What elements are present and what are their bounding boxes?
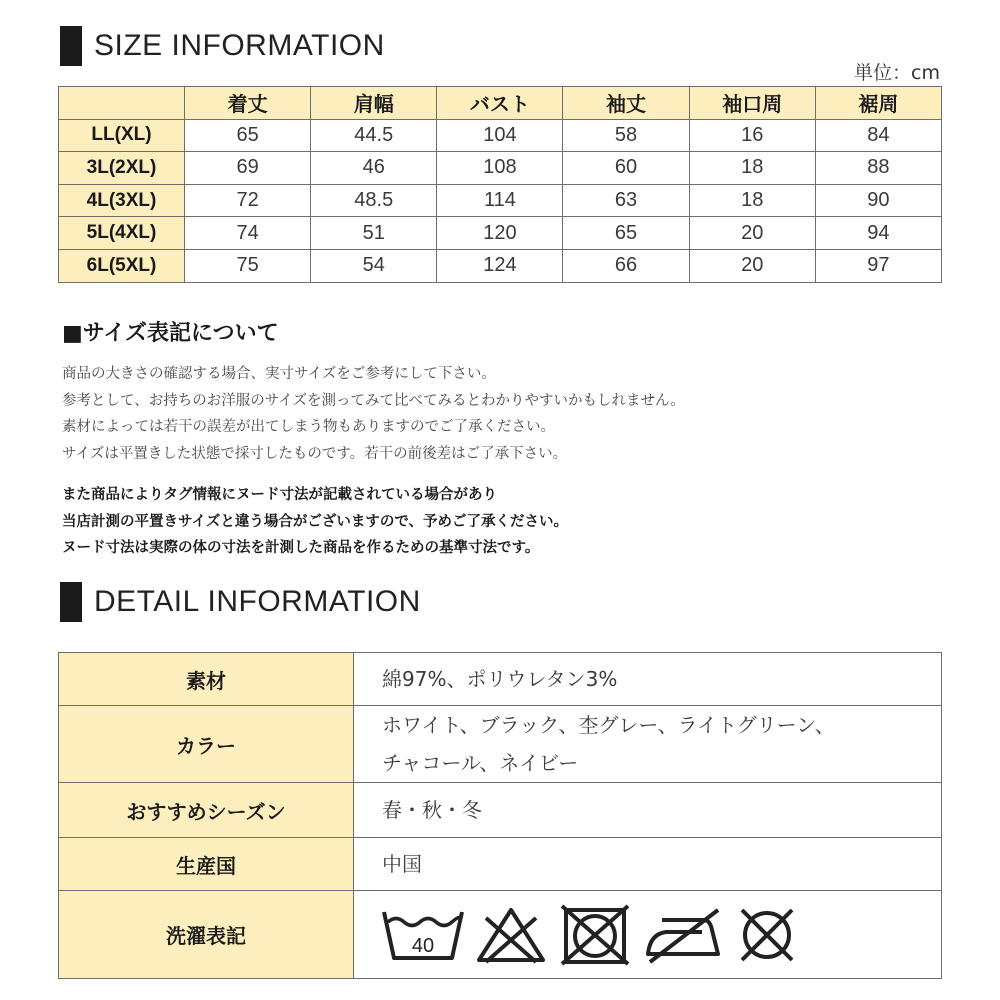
size-notes [62, 361, 685, 467]
column-header: バスト [437, 87, 563, 120]
table-cell: 88 [815, 152, 941, 185]
table-cell: 65 [185, 119, 311, 152]
note-bold-line: また商品によりタグ情報にヌード寸法が記載されている場合があり [62, 487, 497, 503]
title-bar [60, 26, 82, 66]
note-line: サイズは平置きした状態で採寸したものです。若干の前後差はご了承下さい。 [62, 445, 568, 462]
column-header: 裾周 [815, 87, 941, 120]
table-cell: 44.5 [311, 119, 437, 152]
table-cell: 48.5 [311, 184, 437, 217]
note-line: 商品の大きさの確認する場合、実寸サイズをご参考にして下さい。 [62, 366, 496, 382]
size-table-header-row [59, 87, 942, 120]
table-cell: 75 [185, 249, 311, 282]
table-row [59, 249, 942, 282]
size-label: 6L(5XL) [59, 249, 185, 282]
table-cell: 72 [185, 184, 311, 217]
column-header: 着丈 [185, 87, 311, 120]
detail-label: おすすめシーズン [59, 783, 354, 838]
detail-row-material [59, 653, 942, 706]
table-cell: 97 [815, 249, 941, 282]
size-notes-emphasis [62, 482, 568, 562]
size-label: 5L(4XL) [59, 217, 185, 250]
table-row [59, 119, 942, 152]
table-cell: 20 [689, 217, 815, 250]
table-row [59, 184, 942, 217]
detail-row-care [59, 891, 942, 979]
table-cell: 18 [689, 152, 815, 185]
note-line: 素材によっては若干の誤差が出てしまう物もありますのでご了承ください。 [62, 419, 555, 435]
color-line: チャコール、ネイビー [382, 751, 579, 775]
table-cell: 20 [689, 249, 815, 282]
table-cell: 66 [563, 249, 689, 282]
wash-40-icon [382, 908, 464, 962]
table-cell: 74 [185, 217, 311, 250]
detail-row-season [59, 783, 942, 838]
no-bleach-icon [476, 906, 546, 964]
detail-label: 素材 [59, 653, 354, 706]
table-cell: 46 [311, 152, 437, 185]
table-cell: 69 [185, 152, 311, 185]
detail-row-color [59, 706, 942, 783]
table-cell: 51 [311, 217, 437, 250]
color-line: ホワイト、ブラック、杢グレー、ライトグリーン、 [382, 713, 835, 737]
size-label: LL(XL) [59, 119, 185, 152]
no-tumble-dry-icon [558, 904, 632, 966]
table-row [59, 217, 942, 250]
no-dry-clean-icon [736, 906, 798, 964]
column-header: 袖口周 [689, 87, 815, 120]
size-section-title-text: SIZE INFORMATION [94, 29, 385, 62]
table-cell: 90 [815, 184, 941, 217]
no-iron-icon [644, 906, 724, 964]
column-header: 袖丈 [563, 87, 689, 120]
size-notes-heading: ■サイズ表記について [62, 321, 279, 346]
detail-value [354, 891, 942, 979]
table-cell: 124 [437, 249, 563, 282]
detail-table [58, 652, 942, 979]
unit-label: 単位：cm [854, 62, 940, 84]
table-cell: 58 [563, 119, 689, 152]
note-line: 参考として、お持ちのお洋服のサイズを測ってみて比べてみるとわかりやすいかもしれません。 [62, 392, 685, 409]
size-table [58, 86, 942, 283]
size-table-corner [59, 87, 185, 120]
table-row [59, 152, 942, 185]
size-section-title [60, 26, 385, 66]
table-cell: 120 [437, 217, 563, 250]
size-label: 4L(3XL) [59, 184, 185, 217]
table-cell: 104 [437, 119, 563, 152]
detail-value: 中国 [354, 838, 942, 891]
table-cell: 16 [689, 119, 815, 152]
detail-value [354, 706, 942, 783]
table-cell: 60 [563, 152, 689, 185]
table-cell: 18 [689, 184, 815, 217]
table-cell: 54 [311, 249, 437, 282]
size-label: 3L(2XL) [59, 152, 185, 185]
note-bold-line: 当店計測の平置きサイズと違う場合がございますので、予めご了承ください。 [62, 513, 569, 530]
table-cell: 108 [437, 152, 563, 185]
detail-value: 春・秋・冬 [354, 783, 942, 838]
column-header: 肩幅 [311, 87, 437, 120]
detail-row-origin [59, 838, 942, 891]
note-bold-line: ヌード寸法は実際の体の寸法を計測した商品を作るための基準寸法です。 [62, 540, 540, 556]
detail-section-title-text: DETAIL INFORMATION [94, 585, 421, 618]
table-cell: 63 [563, 184, 689, 217]
table-cell: 94 [815, 217, 941, 250]
table-cell: 114 [437, 184, 563, 217]
table-cell: 65 [563, 217, 689, 250]
title-bar [60, 582, 82, 622]
detail-label: 生産国 [59, 838, 354, 891]
detail-label: カラー [59, 706, 354, 783]
detail-section-title [60, 582, 421, 622]
table-cell: 84 [815, 119, 941, 152]
detail-label: 洗濯表記 [59, 891, 354, 979]
care-icons [382, 904, 941, 966]
detail-value: 綿97%、ポリウレタン3% [354, 653, 942, 706]
wash-temperature: 40 [411, 934, 435, 957]
